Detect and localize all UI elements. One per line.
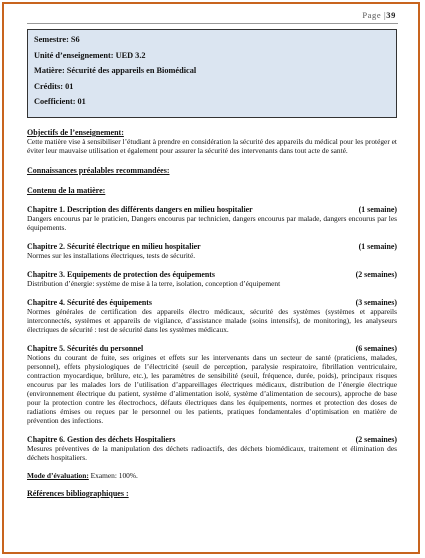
page-number	[362, 10, 396, 20]
evaluation-line	[27, 471, 397, 480]
chapter-6	[27, 435, 397, 462]
chapter-1	[27, 205, 397, 232]
chapter-duration: (6 semaines)	[355, 344, 397, 353]
semestre-line: Semestre: S6	[34, 35, 80, 44]
chapter-text: Mesures préventives de la manipulation des déchets radioactifs, des déchets biomédicaux, traitement et élimination des déchets hospitaliers.	[27, 444, 397, 462]
chapter-title: Chapitre 1. Description des différents dangers en milieu hospitalier	[27, 205, 253, 214]
page-number-value: 39	[386, 10, 396, 20]
chapter-4	[27, 298, 397, 334]
credits-line: Crédits: 01	[34, 81, 74, 91]
page-label: Page |	[362, 10, 387, 20]
chapter-text: Normes sur les installations électriques, tests de sécurité.	[27, 251, 196, 260]
contenu-title: Contenu de la matière:	[27, 186, 106, 195]
coefficient-line: Coefficient: 01	[34, 97, 86, 106]
chapter-title: Chapitre 2. Sécurité électrique en milieu hospitalier	[27, 242, 201, 251]
chapter-3	[27, 270, 397, 288]
unite-line: Unité d’enseignement: UED 3.2	[34, 50, 146, 60]
evaluation-label: Mode d’évaluation:	[27, 471, 89, 480]
chapter-title: Chapitre 4. Sécurité des équipements	[27, 298, 153, 307]
course-info-box	[27, 29, 397, 118]
objectifs-text: Cette matière vise à sensibiliser l’étudiant à prendre en considération la sécurité des appareils du médical pour les protéger et éviter leur mauvaise utilisation et également pour assurer la sécurité des intervenants dans tout acte de santé.	[27, 137, 397, 155]
chapter-text: Normes générales de certification des appareils électro médicaux, sécurité des systèmes (systèmes et appareils interconnectés, systèmes et appareils de vigilance, d’assistance malade (soins intensifs), de monitoring), les analyseurs électriques de sécurité : test de sécurité dans les systèmes médicaux.	[27, 307, 397, 334]
chapter-text: Notions du courant de fuite, ses origines et effets sur les intervenants dans un secteur de santé (praticiens, malades, personnel), effets physiologiques de l’électricité (seuil de perception, paralysie respiratoire, fibrillation ventriculaire, contraction myocardique, brûlure, etc.), les paramètres de sensibilité (seuil, fréquence, durée, poids), principaux risques encourus par les malades lors de l’utilisation d’appareillages électriques médicaux, distribution de l’énergie électrique (environnement électrique du patient, système d’alimentation isolé, système d’alimentation de secours), approche de base pour la protection contre les électrochocs, défauts électriques dans les équipements, normes et protection des doses de radiations émises ou reçues par le personnel ou les patients, pratiques fondamentales d’optimisation en matière de prévention des infections.	[27, 353, 397, 425]
chapter-2	[27, 242, 397, 260]
chapter-5	[27, 344, 397, 425]
evaluation-value: Examen: 100%.	[88, 471, 138, 480]
chapter-title: Chapitre 6. Gestion des déchets Hospitaliers	[27, 435, 176, 444]
references-title: Références bibliographiques :	[27, 489, 129, 498]
header-rule	[27, 23, 398, 24]
chapter-duration: (3 semaines)	[355, 298, 397, 307]
chapter-text: Dangers encourus par le praticien, Dangers encourus par technicien, dangers encourus par malade, dangers encourus par les équipements.	[27, 214, 397, 232]
chapter-duration: (2 semaines)	[355, 435, 397, 444]
chapter-title: Chapitre 3. Equipements de protection des équipements	[27, 270, 215, 279]
chapter-text: Distribution d’énergie: système de mise à la terre, isolation, conception d’équipement	[27, 279, 281, 288]
matiere-line: Matière: Sécurité des appareils en Biomédical	[34, 66, 197, 75]
chapter-duration: (2 semaines)	[355, 270, 397, 279]
objectifs-title: Objectifs de l’enseignement:	[27, 128, 124, 137]
chapter-duration: (1 semaine)	[358, 205, 397, 214]
chapter-title: Chapitre 5. Sécurités du personnel	[27, 344, 144, 353]
connaissances-title: Connaissances préalables recommandées:	[27, 166, 170, 175]
document-body	[27, 128, 397, 498]
chapter-duration: (1 semaine)	[358, 242, 397, 251]
